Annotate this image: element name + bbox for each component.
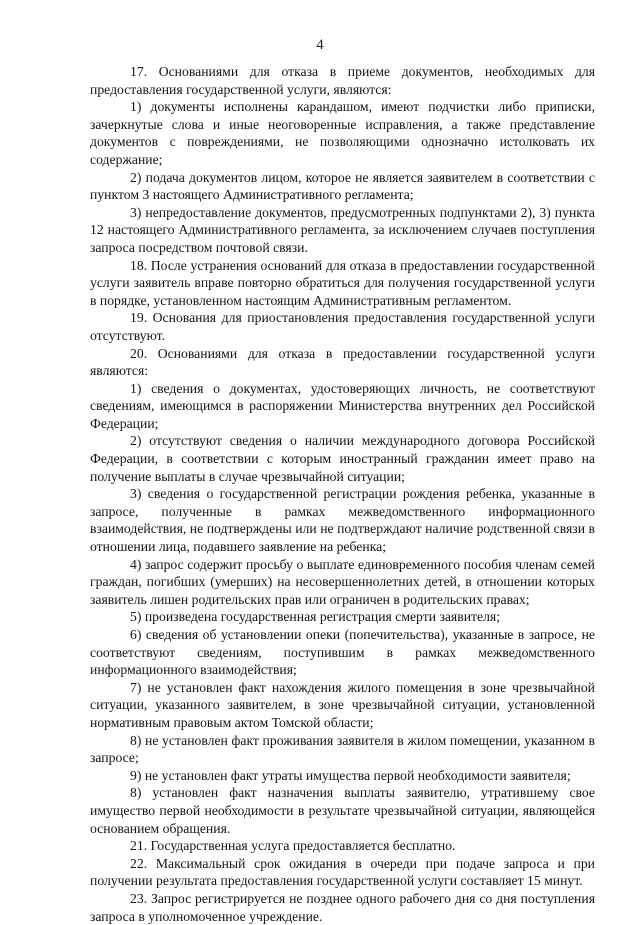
- paragraph: 9) не установлен факт утраты имущества первой необходимости заявителя;: [130, 767, 571, 783]
- paragraph: 3) непредоставление документов, предусмотренных подпунктами 2), 3) пункта 12 настоящего Административного регламента, за исключением случаев поступления запроса посредством почтовой связи.: [90, 204, 595, 255]
- paragraph: 7) не установлен факт нахождения жилого помещения в зоне чрезвычайной ситуации, указанного заявителем, в зоне чрезвычайной ситуации, установленной нормативным правовым актом Томской области;: [90, 679, 595, 730]
- paragraph: 21. Государственная услуга предоставляется бесплатно.: [130, 838, 456, 854]
- page-number: 4: [316, 37, 324, 53]
- paragraph: 20. Основаниями для отказа в предоставлении государственной услуги являются:: [90, 345, 595, 379]
- paragraph: 1) документы исполнены карандашом, имеют подчистки либо приписки, зачеркнутые слова и иные неоговоренные исправления, а также представление документов с повреждениями, не позволяющими однозначно истолковать их содержание;: [90, 99, 595, 167]
- paragraph: 4) запрос содержит просьбу о выплате единовременного пособия членам семей граждан, погибших (умерших) на несовершеннолетних детей, в отношении которых заявитель лишен родительских прав или ограничен в родительских правах;: [90, 556, 595, 607]
- paragraph: 5) произведена государственная регистрация смерти заявителя;: [130, 609, 501, 625]
- paragraph: 19. Основания для приостановления предоставления государственной услуги отсутствуют.: [90, 310, 595, 343]
- paragraph: 3) сведения о государственной регистрации рождения ребенка, указанные в запросе, полученные в рамках межведомственного информационного взаимодействия, не подтверждены или не подтверждают наличие родственной связи в отношении лица, подавшего заявление на ребенка;: [90, 486, 595, 555]
- document-body: [90, 63, 595, 925]
- paragraph: 2) отсутствуют сведения о наличии международного договора Российской Федерации, в соответствии с которым иностранный гражданин имеет право на получение выплаты в случае чрезвычайной ситуации;: [90, 433, 595, 484]
- paragraph: 2) подача документов лицом, которое не является заявителем в соответствии с пунктом 3 настоящего Административного регламента;: [90, 169, 595, 203]
- paragraph: 6) сведения об установлении опеки (попечительства), указанные в запросе, не соответствуют сведениям, поступившим в рамках межведомственного информационного взаимодействия;: [90, 627, 595, 678]
- paragraph: 22. Максимальный срок ожидания в очереди при подаче запроса и при получении результата предоставления государственной услуги составляет 15 минут.: [90, 855, 595, 889]
- paragraph: 23. Запрос регистрируется не позднее одного рабочего дня со дня поступления запроса в уполномоченное учреждение.: [90, 890, 595, 924]
- paragraph: 18. После устранения оснований для отказа в предоставлении государственной услуги заявитель вправе повторно обратиться для получения государственной услуги в порядке, установленном настоящим Административным регламентом.: [90, 257, 595, 308]
- paragraph: 8) установлен факт назначения выплаты заявителю, утратившему свое имущество первой необходимости в результате чрезвычайной ситуации, являющейся основанием обращения.: [90, 785, 595, 836]
- paragraph: 8) не установлен факт проживания заявителя в жилом помещении, указанном в запросе;: [90, 732, 595, 766]
- paragraph: 17. Основаниями для отказа в приеме документов, необходимых для предоставления государственной услуги, являются:: [90, 64, 595, 97]
- paragraph: 1) сведения о документах, удостоверяющих личность, не соответствуют сведениям, имеющимся в распоряжении Министерства внутренних дел Российской Федерации;: [90, 380, 595, 431]
